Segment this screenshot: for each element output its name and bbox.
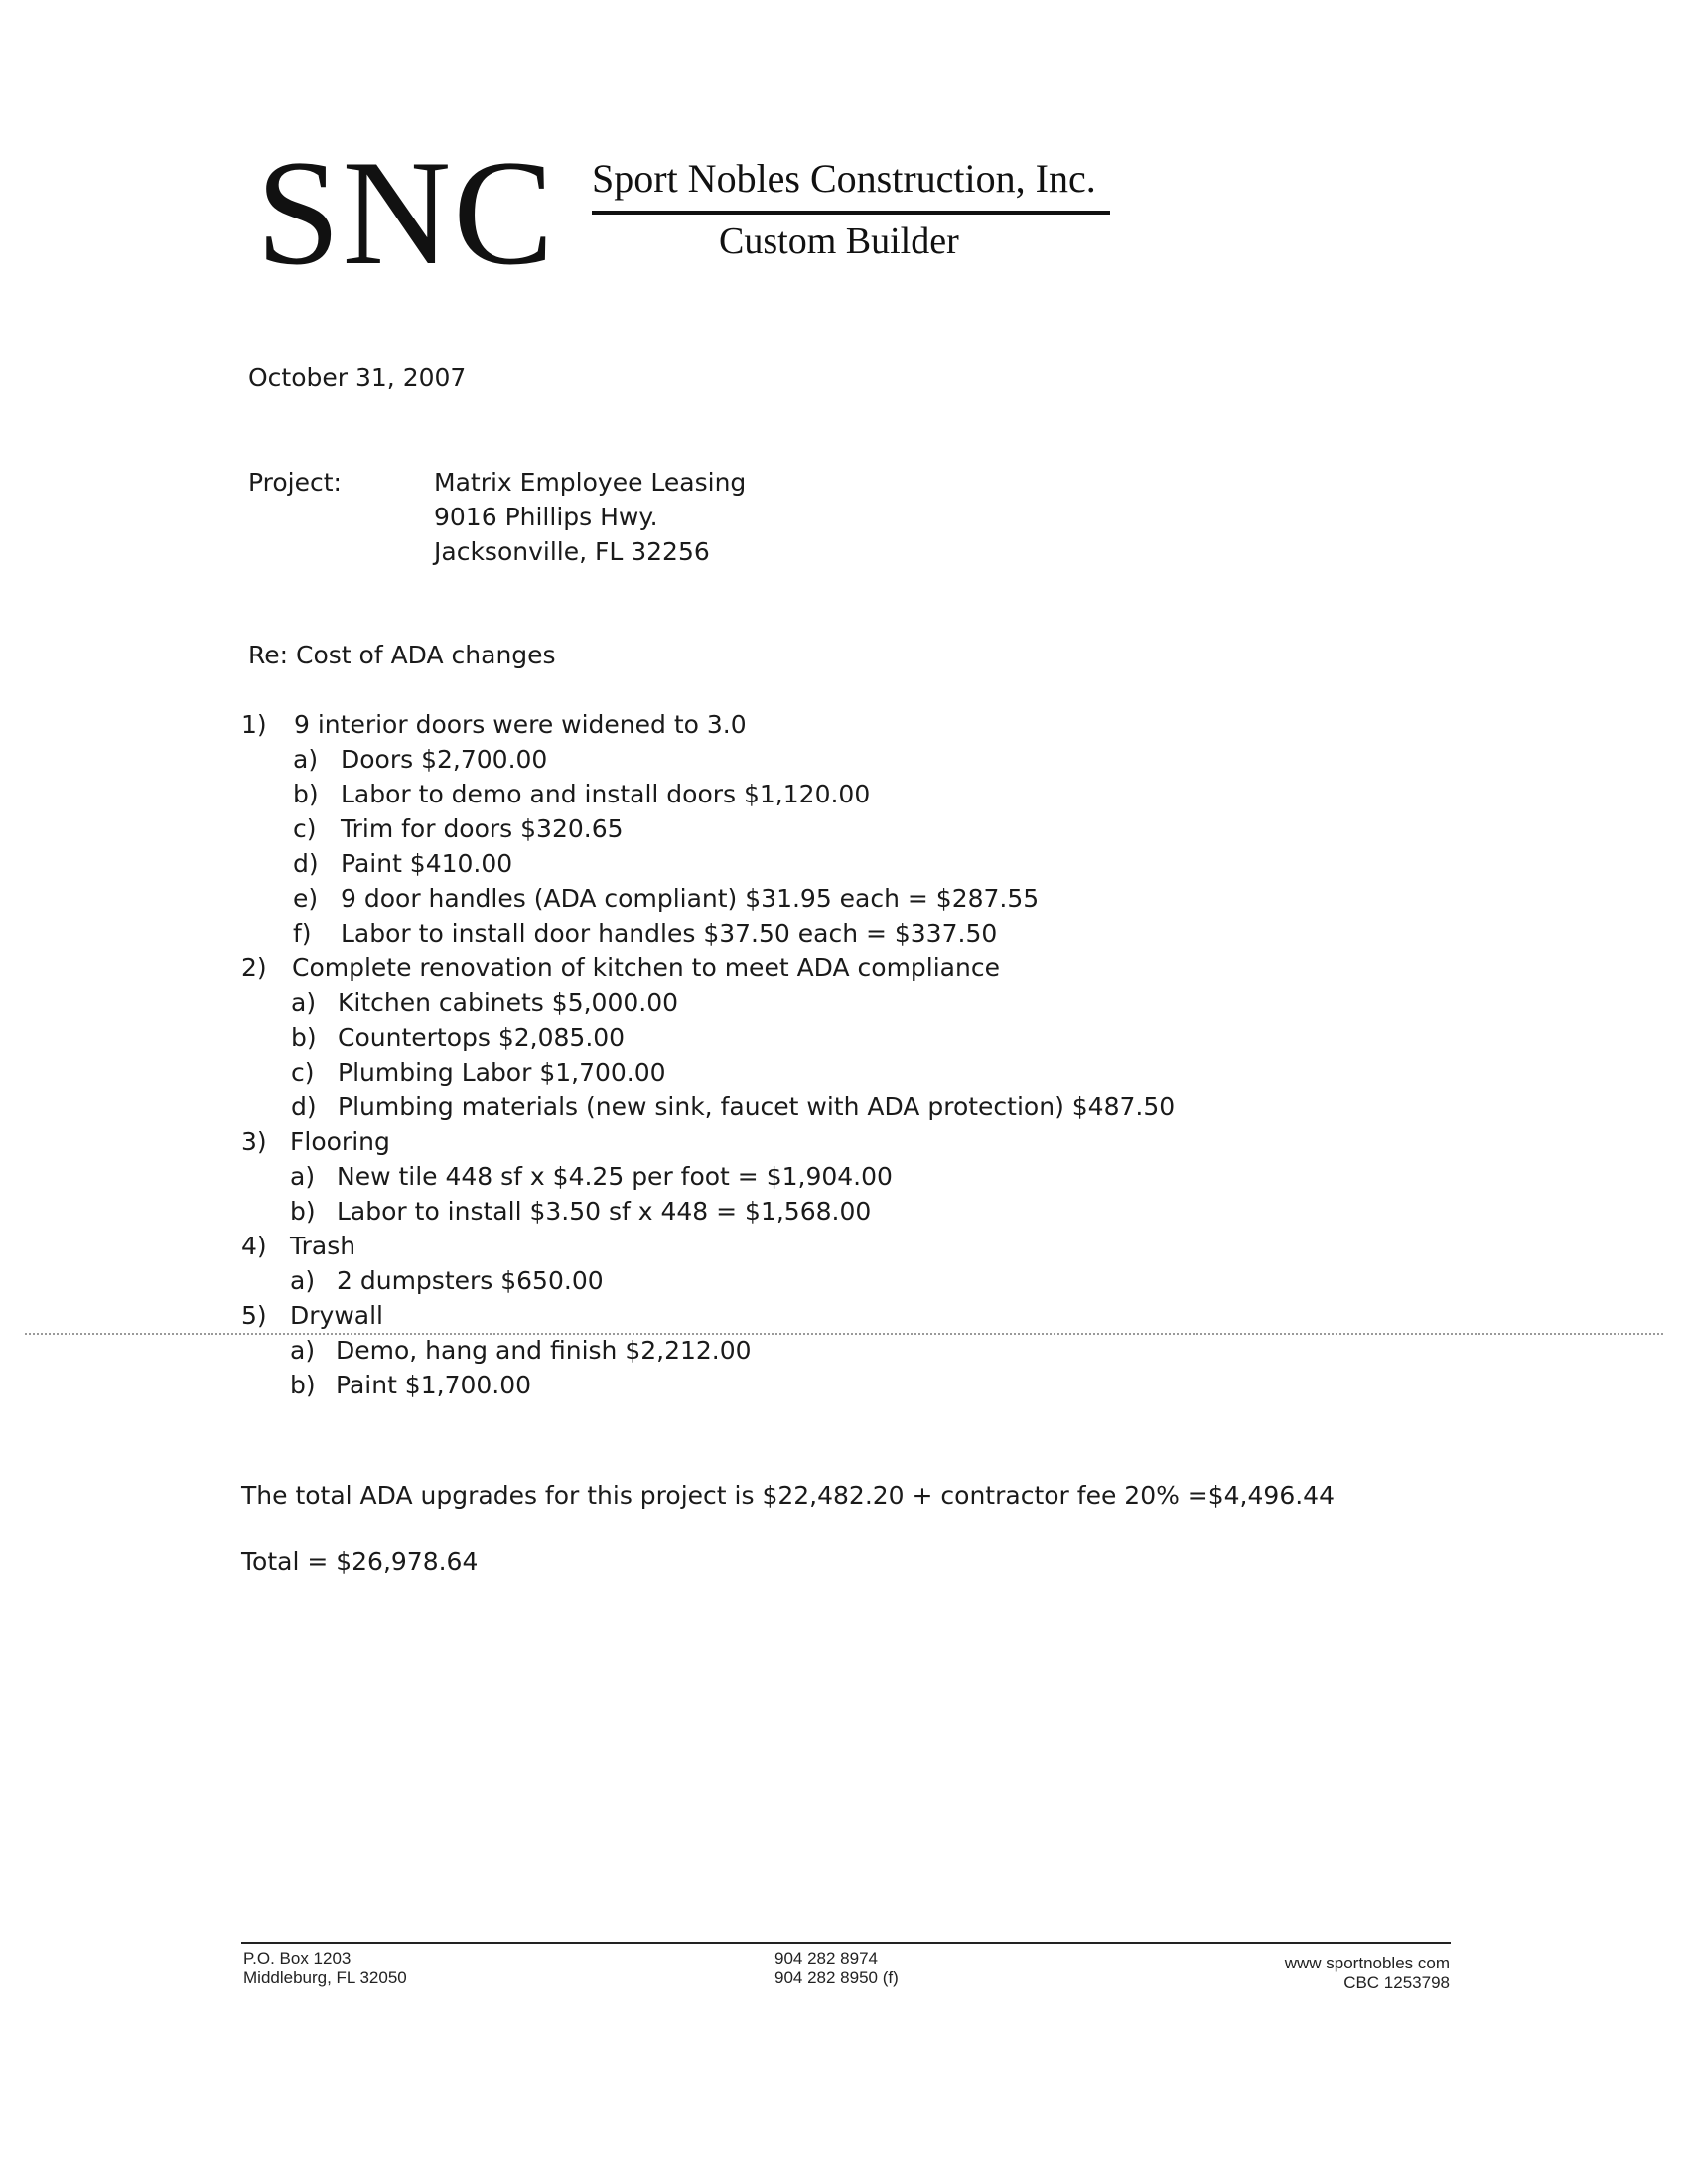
footer-address-line: P.O. Box 1203 xyxy=(243,1949,352,1967)
total-line: Total = $26,978.64 xyxy=(241,1547,479,1576)
footer-address-line: Middleburg, FL 32050 xyxy=(243,1968,407,1988)
footer-web xyxy=(1285,1954,1450,1994)
subitem-text: Plumbing Labor $1,700.00 xyxy=(338,1058,666,1087)
footer-phone xyxy=(774,1949,899,1989)
subitem-letter: a) xyxy=(293,745,319,774)
subitem-text: Kitchen cabinets $5,000.00 xyxy=(338,988,679,1017)
subitem-text: Doors $2,700.00 xyxy=(341,745,548,774)
subitem-letter: a) xyxy=(290,1162,316,1191)
subitem-text: Demo, hang and finish $2,212.00 xyxy=(336,1336,752,1365)
item-title: Flooring xyxy=(290,1127,390,1156)
subitem-letter: d) xyxy=(291,1092,317,1121)
subject-line: Re: Cost of ADA changes xyxy=(248,641,556,669)
item-number: 4) xyxy=(241,1232,267,1260)
footer-fax-line: 904 282 8950 (f) xyxy=(774,1968,899,1988)
footer-phone-line: 904 282 8974 xyxy=(774,1949,878,1967)
subitem-text: 2 dumpsters $650.00 xyxy=(337,1266,604,1295)
subitem-text: New tile 448 sf x $4.25 per foot = $1,904.00 xyxy=(337,1162,893,1191)
footer-website: www sportnobles com xyxy=(1284,1954,1450,1972)
company-logo: SNC xyxy=(256,129,556,296)
subitem-text: Labor to install $3.50 sf x 448 = $1,568.00 xyxy=(337,1197,872,1226)
footer-address xyxy=(243,1949,407,1989)
item-title: Trash xyxy=(290,1232,356,1260)
item-number: 5) xyxy=(241,1301,267,1330)
subitem-letter: c) xyxy=(293,814,317,843)
project-line: Matrix Employee Leasing xyxy=(434,468,747,497)
item-title: Complete renovation of kitchen to meet ADA compliance xyxy=(292,953,1000,982)
letter-date: October 31, 2007 xyxy=(248,364,467,392)
subitem-letter: b) xyxy=(290,1371,316,1399)
subitem-text: Labor to install door handles $37.50 each = $337.50 xyxy=(341,919,998,947)
project-line: 9016 Phillips Hwy. xyxy=(434,503,658,531)
subitem-letter: b) xyxy=(293,780,319,808)
subitem-letter: b) xyxy=(291,1023,317,1052)
summary-line: The total ADA upgrades for this project is $22,482.20 + contractor fee 20% =$4,496.44 xyxy=(241,1481,1335,1510)
subitem-text: Plumbing materials (new sink, faucet with ADA protection) $487.50 xyxy=(338,1092,1176,1121)
subitem-text: Labor to demo and install doors $1,120.00 xyxy=(341,780,871,808)
subitem-text: Countertops $2,085.00 xyxy=(338,1023,626,1052)
subitem-letter: a) xyxy=(290,1336,316,1365)
footer-divider xyxy=(241,1942,1451,1944)
subitem-letter: b) xyxy=(290,1197,316,1226)
subitem-text: Paint $410.00 xyxy=(341,849,513,878)
project-label: Project: xyxy=(248,468,342,497)
subitem-letter: c) xyxy=(291,1058,315,1087)
item-title: Drywall xyxy=(290,1301,383,1330)
subitem-letter: a) xyxy=(290,1266,316,1295)
subitem-text: 9 door handles (ADA compliant) $31.95 each = $287.55 xyxy=(341,884,1040,913)
subitem-text: Trim for doors $320.65 xyxy=(341,814,624,843)
item-title: 9 interior doors were widened to 3.0 xyxy=(294,710,747,739)
scan-artifact-line xyxy=(25,1333,1663,1335)
item-number: 2) xyxy=(241,953,267,982)
subitem-letter: e) xyxy=(293,884,319,913)
company-name: Sport Nobles Construction, Inc. xyxy=(592,156,1096,201)
subitem-letter: f) xyxy=(293,919,312,947)
letterhead-divider xyxy=(592,211,1110,215)
item-number: 1) xyxy=(241,710,267,739)
subitem-text: Paint $1,700.00 xyxy=(336,1371,532,1399)
subitem-letter: a) xyxy=(291,988,317,1017)
company-tagline: Custom Builder xyxy=(719,220,959,262)
subitem-letter: d) xyxy=(293,849,319,878)
project-line: Jacksonville, FL 32256 xyxy=(434,537,710,566)
footer-license: CBC 1253798 xyxy=(1343,1973,1450,1993)
item-number: 3) xyxy=(241,1127,267,1156)
